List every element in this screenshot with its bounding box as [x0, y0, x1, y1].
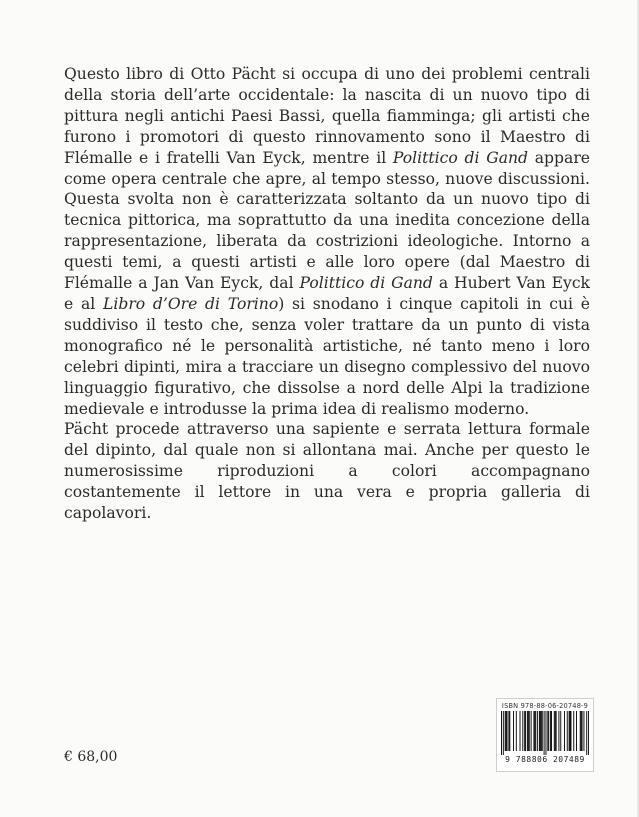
- barcode-bar: [554, 711, 555, 751]
- barcode-bar: [586, 711, 587, 755]
- barcode-bar: [535, 711, 536, 751]
- artwork-title: Libro d’Ore di Torino: [103, 294, 279, 313]
- barcode-bar: [551, 711, 552, 751]
- barcode-bar: [550, 711, 551, 751]
- barcode-bar: [576, 711, 577, 751]
- barcode-bar: [545, 711, 546, 755]
- barcode-bar: [544, 711, 545, 755]
- barcode-bar: [555, 711, 556, 751]
- barcode-bar: [506, 711, 507, 751]
- barcode-bar: [524, 711, 525, 751]
- blurb-text-run: ) si snodano i cinque capitoli in cui è suddiviso il testo che, senza voler trattare da un punto di vista monografico né le personalità artistiche, né tanto meno i loro celebri dipinti, mira a tracciare un disegno complessivo del nuovo linguaggio figurativo, che dissolse a nord delle Alpi la tradizione medievale e introdusse la prima idea di realismo moderno.: [64, 294, 590, 418]
- barcode-bar: [540, 711, 541, 751]
- barcode-bar: [582, 711, 583, 751]
- barcode-bar: [539, 711, 540, 751]
- barcode-bars: [501, 711, 589, 755]
- barcode-bar: [508, 711, 509, 751]
- artwork-title: Polittico di Gand: [299, 274, 433, 293]
- blurb-text-run: Questo libro di Otto Pächt si occupa di uno dei problemi centrali della storia dell’arte occidentale: la nascita di un nuovo tipo di pittura negli antichi Paesi Bassi, quella fiamminga; gli artisti che furono i promotori di questo rinnovamento sono il Maestro di Flémalle e i fratelli Van Eyck, mentre il: [64, 65, 590, 167]
- barcode-bar: [548, 711, 549, 751]
- barcode-bar: [529, 711, 530, 751]
- barcode-bar: [570, 711, 571, 751]
- blurb-paragraph-1: [64, 64, 590, 419]
- barcode-bar: [503, 711, 504, 755]
- blurb-text-run: appare come opera centrale che apre, al tempo stesso, nuove discussioni. Questa svolta non è caratterizzata soltanto da un nuovo tipo di tecnica pittorica, ma soprattutto da una inedita concezione della rappresentazione, liberata da costrizioni ideologiche. Intorno a questi temi, a questi artisti e alle loro opere (dal Maestro di Flémalle a Jan Van Eyck, dal: [64, 148, 590, 293]
- barcode-digits: 9 788806 207489: [505, 755, 585, 764]
- blurb-text-run: a Hubert Van Eyck e al: [64, 274, 590, 313]
- barcode-bar: [580, 711, 581, 751]
- blurb-text-run: Pächt procede attraverso una sapiente e serrata lettura formale del dipinto, dal quale non si allontana mai. Anche per questo le numerosissime riproduzioni a colori accompagnano costantemente il lettore in una vera e propria galleria di capolavori.: [64, 420, 590, 523]
- barcode-bar: [558, 711, 559, 751]
- barcode-bar: [528, 711, 529, 751]
- barcode-bar: [547, 711, 548, 751]
- barcode-bar: [570, 711, 571, 751]
- barcode-bar: [516, 711, 517, 751]
- barcode-bar: [525, 711, 526, 751]
- barcode-bar: [573, 711, 574, 751]
- barcode-bar: [522, 711, 523, 751]
- blurb-paragraph-2: [64, 419, 590, 524]
- blurb-text: [64, 64, 590, 524]
- barcode-bar: [509, 711, 510, 751]
- barcode-bar: [531, 711, 532, 751]
- price-label: € 68,00: [64, 749, 118, 765]
- barcode-bar: [556, 711, 557, 751]
- artwork-title: Polittico di Gand: [392, 148, 529, 167]
- barcode-bar: [507, 711, 508, 751]
- barcode-bar: [534, 711, 535, 751]
- barcode-bar: [567, 711, 568, 751]
- barcode-bar: [537, 711, 538, 751]
- barcode-bar: [505, 711, 506, 751]
- barcode-bar: [542, 711, 543, 751]
- barcode-bar: [541, 711, 542, 751]
- isbn-barcode: [496, 698, 594, 772]
- barcode-bar: [501, 711, 502, 755]
- barcode-bar: [560, 711, 561, 751]
- barcode-bar: [533, 711, 534, 751]
- barcode-bar: [564, 711, 565, 751]
- barcode-bar: [581, 711, 582, 751]
- barcode-bar: [520, 711, 521, 751]
- barcode-bar: [583, 711, 584, 751]
- barcode-bar: [527, 711, 528, 751]
- barcode-bar: [588, 711, 589, 755]
- barcode-bar: [513, 711, 514, 751]
- barcode-bar: [569, 711, 570, 751]
- isbn-label: ISBN 978-88-06-20748-9: [501, 702, 589, 710]
